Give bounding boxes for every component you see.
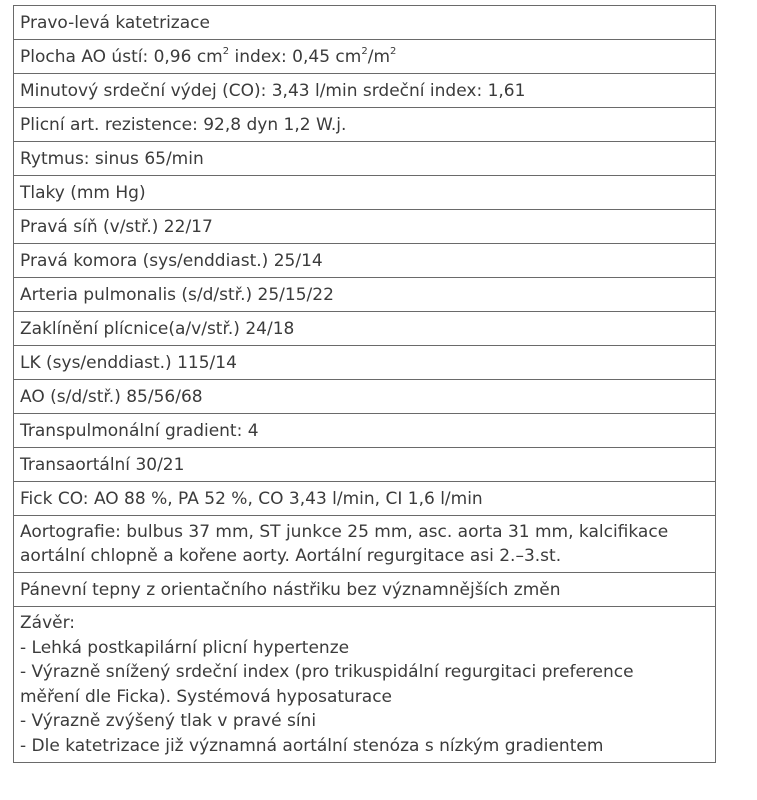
row-text: Arteria pulmonalis (s/d/stř.) 25/15/22	[20, 284, 334, 305]
table-row-right-ventricle	[13, 244, 716, 278]
row-text: Plocha AO ústí: 0,96 $cm^2$ index: 0,45 $cm^2/m^2$	[20, 45, 397, 67]
row-line: Aortografie: bulbus 37 mm, ST junkce 25 mm, asc. aorta 31 mm, kalcifikace	[20, 522, 669, 542]
table-row-fick	[13, 482, 716, 516]
conclusion-item: - Dle katetrizace již významná aortální stenóza s nízkým gradientem	[20, 735, 604, 756]
row-text: Plicní art. rezistence: 92,8 dyn 1,2 W.j.	[20, 114, 347, 135]
table-row-rhythm	[13, 142, 716, 176]
table-row-transaortic	[13, 448, 716, 482]
conclusion-item: měření dle Ficka). Systémová hyposaturace	[20, 686, 393, 707]
table-row-left-ventricle	[13, 346, 716, 380]
table-row-cardiac-output	[13, 74, 716, 108]
table-row-wedge-pressure	[13, 312, 716, 346]
table-row-conclusion	[13, 607, 716, 763]
catheterization-report-table	[13, 5, 716, 763]
conclusion-item: - Lehká postkapilární plicní hypertenze	[20, 637, 350, 658]
table-row-pulmonary-artery	[13, 278, 716, 312]
table-row-pressures-heading	[13, 176, 716, 210]
row-text: Zaklínění plícnice(a/v/stř.) 24/18	[20, 318, 295, 339]
table-row-right-atrium	[13, 210, 716, 244]
row-text: Pravá síň (v/stř.) 22/17	[20, 216, 213, 237]
row-text: Pánevní tepny z orientačního nástřiku bez významnějších změn	[20, 579, 561, 600]
table-row-title	[13, 6, 716, 40]
row-text: Rytmus: sinus 65/min	[20, 148, 204, 169]
row-line: aortální chlopně a kořene aorty. Aortální regurgitace asi 2.–3.st.	[20, 546, 562, 566]
table-row-pulmonary-resistance	[13, 108, 716, 142]
conclusion-item: - Výrazně zvýšený tlak v pravé síni	[20, 711, 317, 731]
row-text: Transaortální 30/21	[20, 454, 185, 475]
row-text: AO (s/d/stř.) 85/56/68	[20, 386, 203, 407]
conclusion-heading: Závěr:	[20, 613, 76, 633]
row-text: Pravá komora (sys/enddiast.) 25/14	[20, 250, 323, 271]
table-row-transpulmonary-gradient	[13, 414, 716, 448]
conclusion-item: - Výrazně snížený srdeční index (pro trikuspidální regurgitaci preference	[20, 662, 634, 682]
row-text: Tlaky (mm Hg)	[20, 182, 146, 203]
table-row-pelvic-arteries	[13, 573, 716, 607]
table-row-ao-area	[13, 40, 716, 74]
table-row-aortography	[13, 516, 716, 573]
row-text: LK (sys/enddiast.) 115/14	[20, 352, 237, 373]
row-text: Fick CO: AO 88 %, PA 52 %, CO 3,43 l/min, CI 1,6 l/min	[20, 488, 483, 509]
row-text: Pravo-levá katetrizace	[20, 12, 210, 33]
table-row-aorta-pressure	[13, 380, 716, 414]
row-text: Transpulmonální gradient: 4	[20, 420, 259, 441]
row-text: Minutový srdeční výdej (CO): 3,43 l/min srdeční index: 1,61	[20, 80, 526, 101]
